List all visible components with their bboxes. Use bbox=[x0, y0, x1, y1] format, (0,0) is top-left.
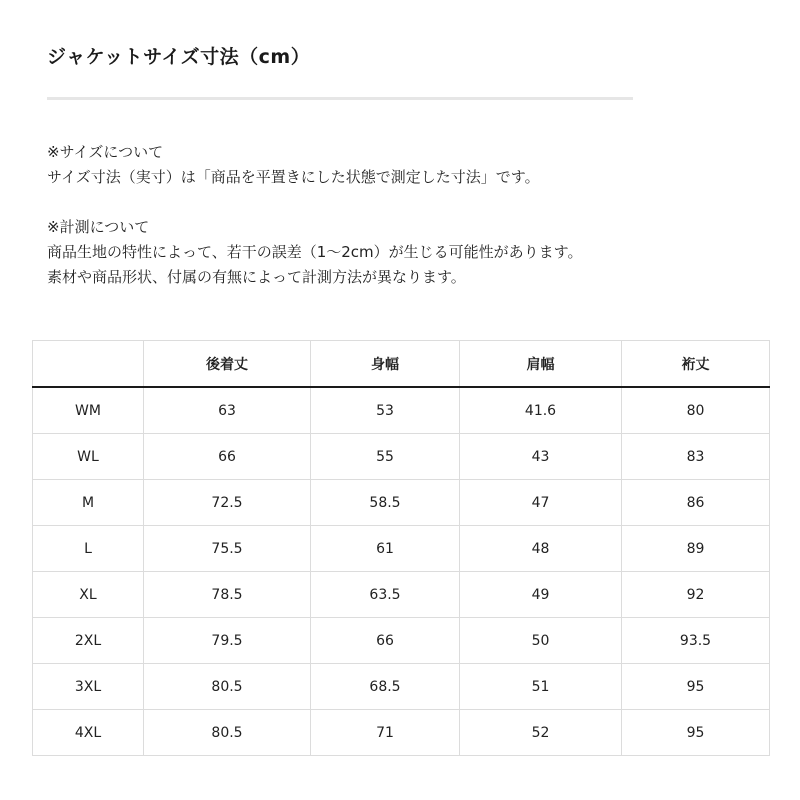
size-table-body bbox=[33, 387, 770, 756]
table-cell: 61 bbox=[311, 526, 460, 572]
size-table bbox=[32, 340, 770, 756]
size-note-text: サイズ寸法（実寸）は「商品を平置きにした状態で測定した寸法」です。 bbox=[47, 168, 540, 186]
table-cell: 53 bbox=[311, 387, 460, 434]
table-cell: 41.6 bbox=[460, 387, 622, 434]
table-cell: 72.5 bbox=[144, 480, 311, 526]
size-label-cell: XL bbox=[33, 572, 144, 618]
size-label-cell: M bbox=[33, 480, 144, 526]
table-row bbox=[33, 710, 770, 756]
table-cell: 95 bbox=[622, 664, 770, 710]
table-cell: 63 bbox=[144, 387, 311, 434]
table-cell: 63.5 bbox=[311, 572, 460, 618]
table-cell: 86 bbox=[622, 480, 770, 526]
measurement-note bbox=[47, 215, 582, 290]
table-row bbox=[33, 618, 770, 664]
table-cell: 93.5 bbox=[622, 618, 770, 664]
table-cell: 51 bbox=[460, 664, 622, 710]
table-cell: 78.5 bbox=[144, 572, 311, 618]
size-note-heading: ※サイズについて bbox=[47, 143, 164, 161]
table-cell: 47 bbox=[460, 480, 622, 526]
header-cell-size bbox=[33, 341, 144, 388]
table-row bbox=[33, 572, 770, 618]
header-cell-back-length: 後着丈 bbox=[144, 341, 311, 388]
table-cell: 50 bbox=[460, 618, 622, 664]
table-cell: 95 bbox=[622, 710, 770, 756]
table-row bbox=[33, 526, 770, 572]
title-divider bbox=[47, 97, 633, 100]
table-cell: 83 bbox=[622, 434, 770, 480]
header-cell-sleeve-length: 裄丈 bbox=[622, 341, 770, 388]
table-cell: 79.5 bbox=[144, 618, 311, 664]
measurement-note-text-2: 素材や商品形状、付属の有無によって計測方法が異なります。 bbox=[47, 268, 466, 286]
table-cell: 66 bbox=[311, 618, 460, 664]
table-cell: 68.5 bbox=[311, 664, 460, 710]
table-cell: 89 bbox=[622, 526, 770, 572]
table-cell: 43 bbox=[460, 434, 622, 480]
header-row bbox=[33, 341, 770, 388]
table-cell: 75.5 bbox=[144, 526, 311, 572]
header-cell-body-width: 身幅 bbox=[311, 341, 460, 388]
size-table-header bbox=[33, 341, 770, 388]
table-cell: 55 bbox=[311, 434, 460, 480]
page-title: ジャケットサイズ寸法（cm） bbox=[47, 46, 311, 68]
size-note bbox=[47, 140, 582, 190]
table-cell: 80 bbox=[622, 387, 770, 434]
table-row bbox=[33, 480, 770, 526]
table-row bbox=[33, 387, 770, 434]
size-label-cell: 2XL bbox=[33, 618, 144, 664]
table-cell: 49 bbox=[460, 572, 622, 618]
size-label-cell: 3XL bbox=[33, 664, 144, 710]
table-row bbox=[33, 434, 770, 480]
notes-section bbox=[47, 140, 582, 290]
table-cell: 58.5 bbox=[311, 480, 460, 526]
measurement-note-heading: ※計測について bbox=[47, 218, 150, 236]
size-label-cell: WM bbox=[33, 387, 144, 434]
table-cell: 80.5 bbox=[144, 664, 311, 710]
table-cell: 48 bbox=[460, 526, 622, 572]
table-cell: 52 bbox=[460, 710, 622, 756]
header-cell-shoulder-width: 肩幅 bbox=[460, 341, 622, 388]
size-label-cell: WL bbox=[33, 434, 144, 480]
measurement-note-text-1: 商品生地の特性によって、若干の誤差（1〜2cm）が生じる可能性があります。 bbox=[47, 243, 583, 261]
table-cell: 71 bbox=[311, 710, 460, 756]
table-cell: 80.5 bbox=[144, 710, 311, 756]
table-cell: 92 bbox=[622, 572, 770, 618]
table-cell: 66 bbox=[144, 434, 311, 480]
size-label-cell: L bbox=[33, 526, 144, 572]
size-label-cell: 4XL bbox=[33, 710, 144, 756]
table-row bbox=[33, 664, 770, 710]
